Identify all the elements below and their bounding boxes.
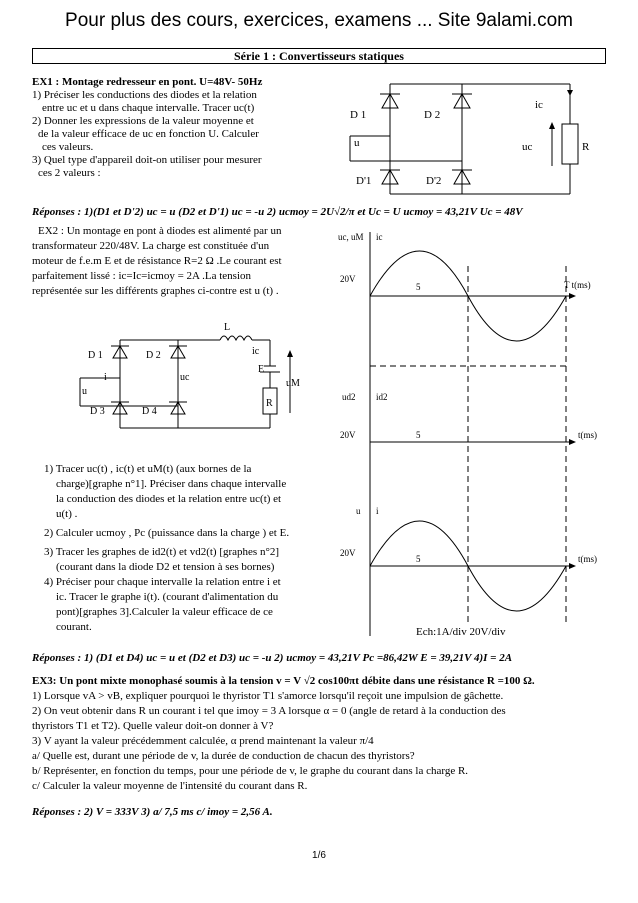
ex1-u-label: u xyxy=(354,137,360,149)
ex3-line: b/ Représenter, en fonction du temps, pour une période de v, le graphe du courant dans la charge R. xyxy=(32,765,469,777)
ex2-intro-line: moteur de f.e.m E et de résistance R=2 Ω .Le courant est xyxy=(32,255,282,267)
ex2-d3-label: D 3 xyxy=(90,406,105,417)
graph1-axis: T t(ms) xyxy=(564,280,591,290)
ex2-answer: Réponses : 1) (D1 et D4) uc = u et (D2 et D3) uc = -u 2) ucmoy = 43,21V Pc =86,42W E = 39,21V 4)I = 2A xyxy=(32,652,513,664)
ex1-uc-label: uc xyxy=(522,141,533,153)
ex3-text xyxy=(32,674,632,794)
ex1-title: EX1 : Montage redresseur en pont. U=48V- 50Hz xyxy=(32,76,263,88)
ex2-u-label: u xyxy=(82,386,87,397)
serie-title: Série 1 : Convertisseurs statiques xyxy=(32,48,606,64)
ex3-line: c/ Calculer la valeur moyenne de l'intensité du courant dans R. xyxy=(32,780,308,792)
graph3-left-label: u xyxy=(356,506,361,516)
graph1-left-label: uc, uM xyxy=(338,232,364,242)
ex1-d2p-label: D'2 xyxy=(426,175,442,187)
ex2-i-label: i xyxy=(104,372,107,383)
graph-scale: Ech:1A/div 20V/div xyxy=(416,626,506,638)
ex2-q-line: la conduction des diodes et la relation entre uc(t) et xyxy=(56,493,282,505)
graph2-right-label: id2 xyxy=(376,392,388,402)
ex1-d1p-label: D'1 xyxy=(356,175,372,187)
ex1-text xyxy=(32,76,332,180)
ex3-line: 3) V ayant la valeur précédemment calculée, α prend maintenant la valeur π/4 xyxy=(32,735,374,747)
ex2-q-line: 2) Calculer ucmoy , Pc (puissance dans la charge ) et E. xyxy=(44,527,290,539)
ex2-intro xyxy=(32,224,352,299)
ex2-uc-label: uc xyxy=(180,372,190,383)
ex1-ic-label: ic xyxy=(535,99,543,111)
graph3-right-label: i xyxy=(376,506,379,516)
ex2-q-line: 4) Préciser pour chaque intervalle la relation entre i et xyxy=(44,576,281,588)
ex2-d2-label: D 2 xyxy=(146,350,161,361)
graph2-v-label: 20V xyxy=(340,430,356,440)
site-header: Pour plus des cours, exercices, examens ... Site 9alami.com xyxy=(65,10,573,31)
graph2-left-label: ud2 xyxy=(342,392,356,402)
ex1-line: 2) Donner les expressions de la valeur moyenne et xyxy=(32,115,254,127)
ex2-circuit xyxy=(60,318,320,438)
ex3-line: thyristors T1 et T2). Quelle valeur doit-on donner à V? xyxy=(32,720,274,732)
ex3-line: a/ Quelle est, durant une période de v, la durée de conduction de chacun des thyristors? xyxy=(32,750,415,762)
ex2-intro-line: EX2 : Un montage en pont à diodes est alimenté par un xyxy=(38,225,282,237)
ex3-line: 1) Lorsque vA > vB, expliquer pourquoi le thyristor T1 s'amorce lorsqu'il reçoit une impulsion de gâchette. xyxy=(32,690,504,702)
ex1-line: ces 2 valeurs : xyxy=(38,167,101,179)
ex2-q-line: (courant dans la diode D2 et tension à ses bornes) xyxy=(56,561,275,573)
ex2-um-label: uM xyxy=(286,378,300,389)
page-number: 1/6 xyxy=(312,850,326,861)
ex1-answer: Réponses : 1)(D1 et D'2) uc = u (D2 et D'1) uc = -u 2) ucmoy = 2U√2/π et Uc = U ucmoy = 43,21V Uc = 48V xyxy=(32,206,523,218)
ex2-q-line: 1) Tracer uc(t) , ic(t) et uM(t) (aux bornes de la xyxy=(44,463,252,475)
ex1-r-label: R xyxy=(582,141,590,153)
ex3-line: EX3: Un pont mixte monophasé soumis à la tension v = V √2 cos100πt débite dans une résistance R =100 Ω. xyxy=(32,675,535,687)
ex2-q-line: pont)[graphes 3].Calculer la valeur efficace de ce xyxy=(56,606,273,618)
graph3-v-label: 20V xyxy=(340,548,356,558)
ex2-questions xyxy=(44,462,344,635)
ex3-line: 2) On veut obtenir dans R un courant i tel que imoy = 3 A lorsque α = 0 (angle de retard à la conduction des xyxy=(32,705,506,717)
graph2-tick: 5 xyxy=(416,430,421,440)
ex2-d4-label: D 4 xyxy=(142,406,157,417)
ex1-d2-label: D 2 xyxy=(424,109,441,121)
ex2-d1-label: D 1 xyxy=(88,350,103,361)
ex2-q-line: ic. Tracer le graphe i(t). (courant d'alimentation du xyxy=(56,591,279,603)
ex2-l-label: L xyxy=(224,322,231,333)
graph1-right-label: ic xyxy=(376,232,383,242)
ex2-q-line: u(t) . xyxy=(56,508,78,520)
ex2-r-label: R xyxy=(266,398,273,409)
ex1-circuit xyxy=(330,66,610,206)
ex1-d1-label: D 1 xyxy=(350,109,367,121)
ex2-graphs xyxy=(330,226,620,646)
graph2-axis: t(ms) xyxy=(578,430,597,440)
ex1-line: 1) Préciser les conductions des diodes et la relation xyxy=(32,89,257,101)
ex2-e-label: E xyxy=(258,364,265,375)
ex3-answer: Réponses : 2) V = 333V 3) a/ 7,5 ms c/ imoy = 2,56 A. xyxy=(32,806,273,818)
ex1-line: ces valeurs. xyxy=(42,141,94,153)
ex1-line: de la valeur efficace de uc en fonction U. Calculer xyxy=(38,128,259,140)
graph1-v-label: 20V xyxy=(340,274,356,284)
ex2-intro-line: représentée sur les différents graphes ci-contre est u (t) . xyxy=(32,285,279,297)
ex2-q-line: courant. xyxy=(56,621,92,633)
ex2-q-line: 3) Tracer les graphes de id2(t) et vd2(t) [graphes n°2] xyxy=(44,546,280,558)
ex2-intro-line: parfaitement lissé : ic=Ic=icmoy = 2A .La tension xyxy=(32,270,251,282)
ex2-ic-label: ic xyxy=(252,346,260,357)
ex2-intro-line: transformateur 220/48V. La charge est constituée d'un xyxy=(32,240,270,252)
ex1-line: 3) Quel type d'appareil doit-on utiliser pour mesurer xyxy=(32,154,262,166)
ex1-line: entre uc et u dans chaque intervalle. Tracer uc(t) xyxy=(42,102,255,114)
graph3-axis: t(ms) xyxy=(578,554,597,564)
graph1-tick: 5 xyxy=(416,282,421,292)
ex2-q-line: charge)[graphe n°1]. Préciser dans chaque intervalle xyxy=(56,478,287,490)
graph3-tick: 5 xyxy=(416,554,421,564)
